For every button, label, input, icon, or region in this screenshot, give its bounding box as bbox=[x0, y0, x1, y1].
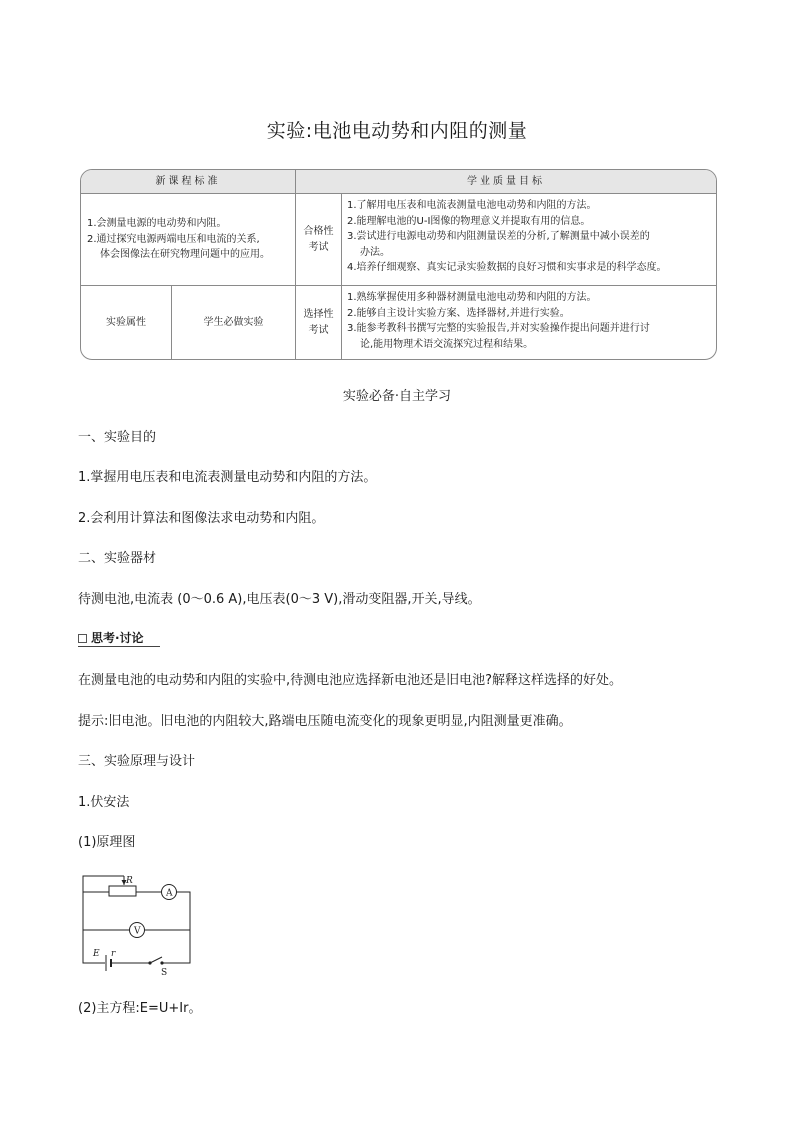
list-item: 论,能用物理术语交流探究过程和结果。 bbox=[360, 338, 534, 350]
discuss-icon bbox=[78, 634, 87, 643]
list-item: 1.熟练掌握使用多种器材测量电池电动势和内阻的方法。 bbox=[347, 292, 597, 303]
heading-principle: 三、实验原理与设计 bbox=[78, 754, 196, 769]
list-item: 4.培养仔细观察、真实记录实验数据的良好习惯和实事求是的科学态度。 bbox=[347, 262, 667, 273]
page-title: 实验:电池电动势和内阻的测量 bbox=[266, 120, 528, 142]
table-header bbox=[81, 170, 716, 194]
list-item: 体会图像法在研究物理问题中的应用。 bbox=[100, 249, 270, 260]
label-internal-resistance: r bbox=[111, 949, 116, 959]
discuss-label bbox=[78, 629, 144, 646]
list-item: 2.能够自主设计实验方案、选择器材,并进行实验。 bbox=[347, 307, 570, 319]
main-equation: (2)主方程:E=U+Ir。 bbox=[78, 1001, 202, 1016]
section-heading: 实验必备·自主学习 bbox=[342, 389, 452, 404]
list-item: 3.尝试进行电源电动势和内阻测量误差的分析,了解测量中减小误差的 bbox=[347, 231, 650, 242]
qualified-exam-label-line1: 合格性 bbox=[303, 226, 334, 237]
list-item: 2.通过探究电源两端电压和电流的关系, bbox=[87, 233, 260, 245]
discussion-answer: 提示:旧电池。旧电池的内阻较大,路端电压随电流变化的现象更明显,内阻测量更准确。 bbox=[78, 714, 572, 729]
method-voltammetry: 1.伏安法 bbox=[78, 795, 130, 810]
qualified-exam-label-line2: 考试 bbox=[308, 241, 329, 253]
objective-1: 1.掌握用电压表和电流表测量电动势和内阻的方法。 bbox=[78, 470, 377, 485]
list-item: 办法。 bbox=[360, 246, 390, 258]
selective-exam-label bbox=[296, 286, 341, 359]
switch-blade bbox=[150, 957, 162, 963]
equipment-list: 待测电池,电流表 (0～0.6 A),电压表(0～3 V),滑动变阻器,开关,导线。 bbox=[78, 592, 481, 607]
header-quality-goals: 学业质量目标 bbox=[467, 176, 545, 187]
label-rheostat: R bbox=[126, 876, 133, 886]
standards-table bbox=[80, 169, 717, 360]
experiment-attribute-value: 学生必做实验 bbox=[203, 316, 264, 328]
experiment-attribute-label: 实验属性 bbox=[106, 316, 146, 328]
objective-2: 2.会利用计算法和图像法求电动势和内阻。 bbox=[78, 511, 325, 526]
switch-contact bbox=[148, 961, 151, 964]
circuit-diagram bbox=[78, 868, 198, 978]
selective-exam-items bbox=[347, 290, 715, 352]
selective-exam-label-line1: 选择性 bbox=[303, 309, 334, 320]
heading-equipment: 二、实验器材 bbox=[78, 551, 157, 566]
discuss-label-text: 思考·讨论 bbox=[91, 631, 144, 645]
label-emf: E bbox=[93, 949, 100, 959]
selective-exam-label-line2: 考试 bbox=[308, 324, 329, 336]
heading-objectives: 一、实验目的 bbox=[78, 430, 157, 445]
switch-contact bbox=[160, 961, 163, 964]
principle-diagram-label: (1)原理图 bbox=[78, 835, 136, 850]
qualified-exam-label bbox=[296, 194, 341, 285]
discuss-underline bbox=[78, 646, 160, 647]
discussion-question: 在测量电池的电动势和内阻的实验中,待测电池应选择新电池还是旧电池?解释这样选择的好处。 bbox=[78, 673, 623, 688]
divider bbox=[341, 193, 342, 359]
circuit-wire bbox=[162, 892, 190, 963]
list-item: 1.了解用电压表和电流表测量电池电动势和内阻的方法。 bbox=[347, 200, 597, 211]
list-item: 2.能理解电池的U-I图像的物理意义并提取有用的信息。 bbox=[347, 215, 591, 227]
label-switch: S bbox=[161, 968, 168, 978]
curriculum-standards bbox=[87, 216, 293, 263]
list-item: 1.会测量电源的电动势和内阻。 bbox=[87, 218, 227, 229]
label-voltmeter: V bbox=[134, 926, 141, 937]
qualified-exam-items bbox=[347, 198, 715, 276]
list-item: 3.能参考教科书撰写完整的实验报告,并对实验操作提出问题并进行讨 bbox=[347, 323, 650, 334]
label-ammeter: A bbox=[166, 888, 173, 899]
rheostat-symbol bbox=[109, 886, 136, 896]
header-curriculum-standard: 新课程标准 bbox=[155, 176, 221, 187]
